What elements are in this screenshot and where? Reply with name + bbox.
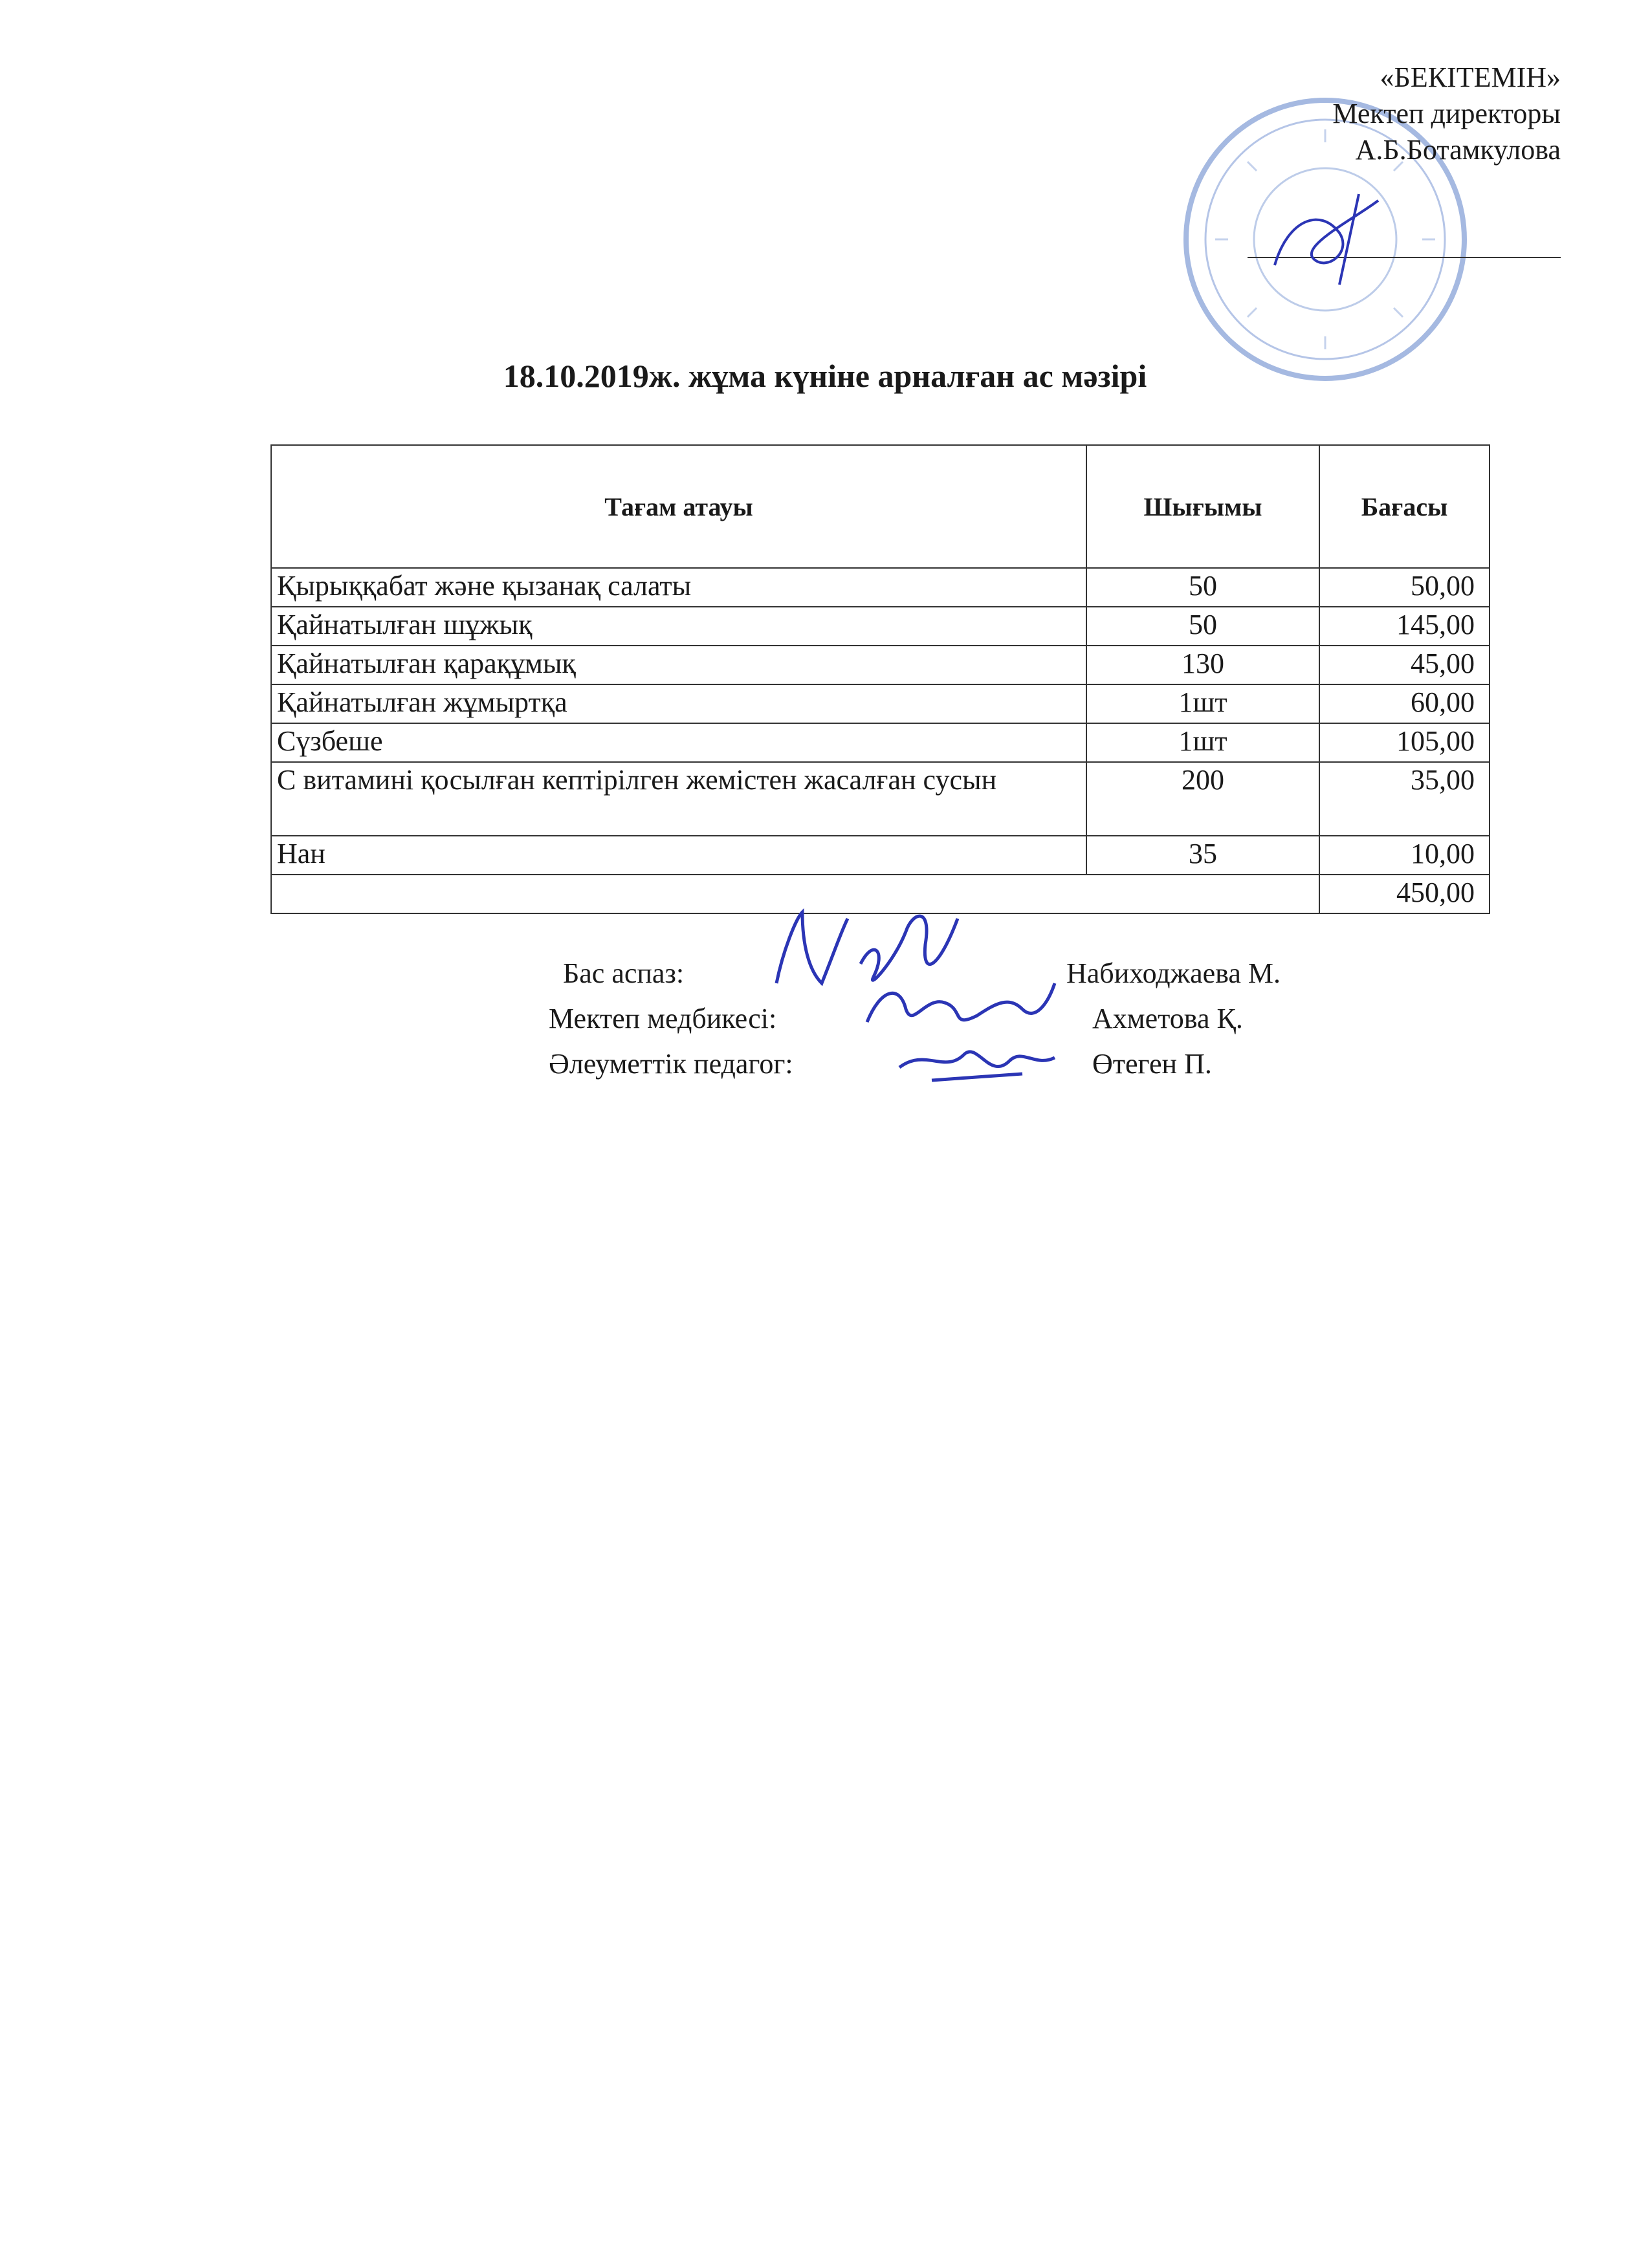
dish-price: 145,00: [1319, 607, 1490, 646]
approval-name: А.Б.Ботамкулова: [1355, 134, 1561, 166]
approval-block: [1165, 60, 1561, 168]
dish-name: Қайнатылған қарақұмық: [271, 646, 1086, 684]
signature-name-social-pedagogue: Өтеген П.: [1092, 1048, 1212, 1080]
dish-price: 60,00: [1319, 684, 1490, 723]
table-header-row: [271, 445, 1490, 568]
signature-name-nurse: Ахметова Қ.: [1092, 1003, 1243, 1034]
approval-position: Мектеп директоры: [1332, 98, 1561, 129]
menu-table: [270, 444, 1490, 914]
nurse-signature: [854, 970, 1061, 1041]
dish-price: 10,00: [1319, 836, 1490, 875]
table-row: [271, 646, 1490, 684]
dish-yield: 50: [1086, 568, 1319, 607]
dish-yield: 1шт: [1086, 684, 1319, 723]
header-dish-name: Тағам атауы: [271, 445, 1086, 568]
dish-price: 45,00: [1319, 646, 1490, 684]
dish-price: 105,00: [1319, 723, 1490, 762]
page-title: 18.10.2019ж. жұма күніне арналған ас мәзірі: [503, 358, 1147, 394]
approval-heading: «БЕКІТЕМІН»: [1380, 61, 1561, 93]
dish-yield: 200: [1086, 762, 1319, 836]
total-price: 450,00: [1319, 875, 1490, 913]
table-row: [271, 723, 1490, 762]
dish-name: Нан: [271, 836, 1086, 875]
table-row: [271, 607, 1490, 646]
dish-name: Қырыққабат және қызанақ салаты: [271, 568, 1086, 607]
dish-price: 50,00: [1319, 568, 1490, 607]
header-price: Бағасы: [1319, 445, 1490, 568]
signature-role-nurse: Мектеп медбикесі:: [549, 1003, 777, 1034]
dish-yield: 130: [1086, 646, 1319, 684]
dish-name: Қайнатылған жұмыртқа: [271, 684, 1086, 723]
table-row: [271, 762, 1490, 836]
table-row: [271, 684, 1490, 723]
signature-name-chef: Набиходжаева М.: [1066, 957, 1281, 989]
header-yield: Шығымы: [1086, 445, 1319, 568]
dish-yield: 50: [1086, 607, 1319, 646]
signature-role-chef: Бас аспаз:: [563, 957, 685, 989]
dish-price: 35,00: [1319, 762, 1490, 836]
table-row: [271, 836, 1490, 875]
signature-role-social-pedagogue: Әлеуметтік педагог:: [549, 1048, 793, 1080]
social-pedagogue-signature: [893, 1035, 1061, 1093]
director-signature: [1262, 181, 1411, 291]
dish-name: Сүзбеше: [271, 723, 1086, 762]
dish-yield: 1шт: [1086, 723, 1319, 762]
dish-name: С витамині қосылған кептірілген жемістен жасалған сусын: [271, 762, 1086, 836]
table-row: [271, 568, 1490, 607]
dish-name: Қайнатылған шұжық: [271, 607, 1086, 646]
dish-yield: 35: [1086, 836, 1319, 875]
